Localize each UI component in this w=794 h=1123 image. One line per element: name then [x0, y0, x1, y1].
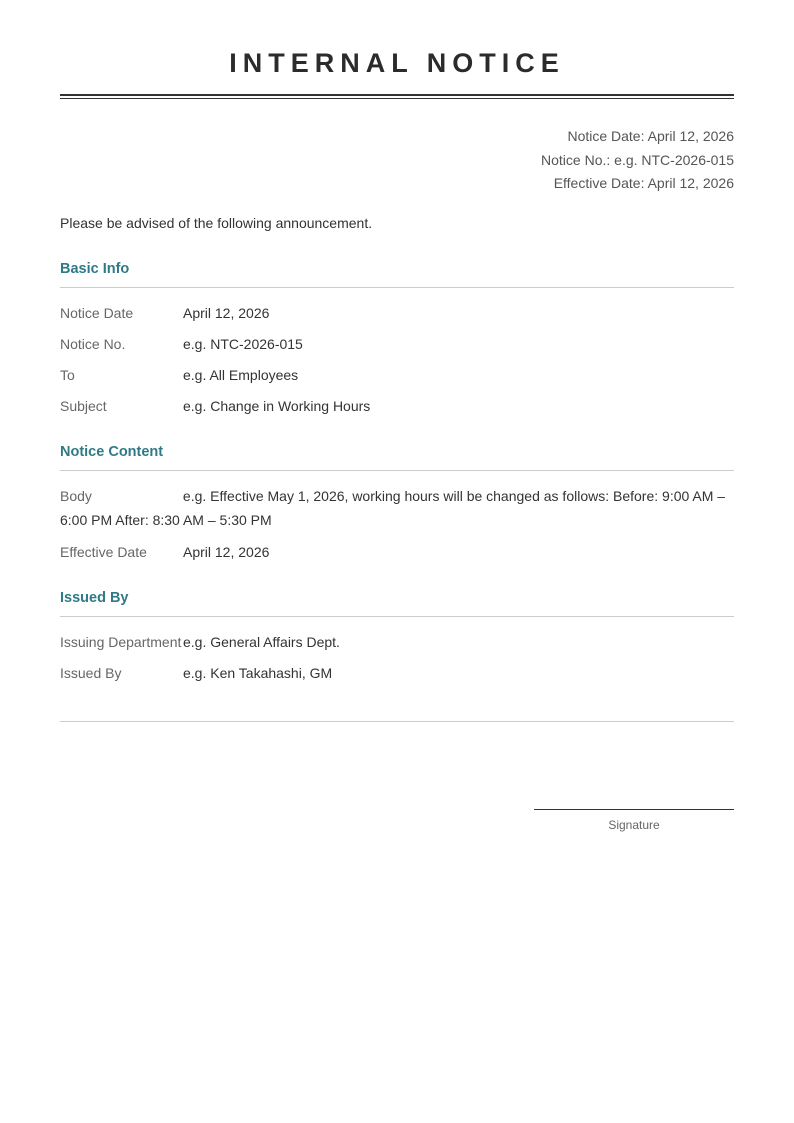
field-label: Effective Date — [60, 543, 147, 560]
field-label: Subject — [60, 398, 107, 415]
section-notice-content — [60, 442, 734, 563]
field-label: Body — [60, 488, 92, 505]
signature-line — [534, 809, 734, 810]
field-value: April 12, 2026 — [183, 543, 270, 560]
meta-effective-date: Effective Date: April 12, 2026 — [553, 175, 734, 191]
field-label: Notice Date — [60, 304, 134, 321]
meta-notice-no: Notice No.: e.g. NTC-2026-015 — [541, 151, 734, 168]
notice-content-rows — [60, 484, 734, 563]
field-row-to — [60, 363, 734, 387]
field-value: e.g. Change in Working Hours — [183, 398, 371, 415]
field-row-issued-by — [60, 661, 734, 685]
footer-divider — [60, 721, 734, 722]
section-basic-info — [60, 259, 734, 419]
field-row-effective-date — [60, 540, 734, 564]
document-title: INTERNAL NOTICE — [229, 48, 565, 78]
field-row-notice-no — [60, 332, 734, 356]
field-row-notice-date — [60, 301, 734, 325]
field-value: e.g. NTC-2026-015 — [183, 335, 303, 352]
field-row-body — [60, 484, 734, 532]
field-label: Issuing Department — [60, 633, 182, 650]
field-label: To — [60, 367, 75, 384]
section-issued-by — [60, 588, 734, 685]
field-value: April 12, 2026 — [183, 304, 270, 321]
section-heading-notice-content: Notice Content — [60, 442, 734, 471]
intro-text: Please be advised of the following announcement. — [60, 214, 373, 231]
field-row-issuing-department — [60, 630, 734, 654]
basic-info-rows — [60, 301, 734, 419]
title-double-rule — [60, 94, 734, 99]
issued-by-rows — [60, 630, 734, 685]
section-heading-issued-by: Issued By — [60, 588, 734, 617]
field-row-subject — [60, 394, 734, 418]
signature-label: Signature — [608, 818, 660, 832]
notice-meta — [60, 125, 734, 196]
field-value: e.g. Ken Takahashi, GM — [183, 664, 333, 681]
field-value: e.g. All Employees — [183, 367, 299, 384]
field-value: e.g. General Affairs Dept. — [183, 633, 340, 650]
field-label: Notice No. — [60, 335, 126, 352]
section-heading-basic-info: Basic Info — [60, 259, 734, 288]
field-value: e.g. Effective May 1, 2026, working hours will be changed as follows: Before: 9:00 AM – 6:00 PM After: 8:30 AM – 5:30 PM — [60, 488, 726, 529]
field-label: Issued By — [60, 664, 122, 681]
meta-notice-date: Notice Date: April 12, 2026 — [567, 128, 734, 144]
signature-block — [534, 809, 734, 832]
